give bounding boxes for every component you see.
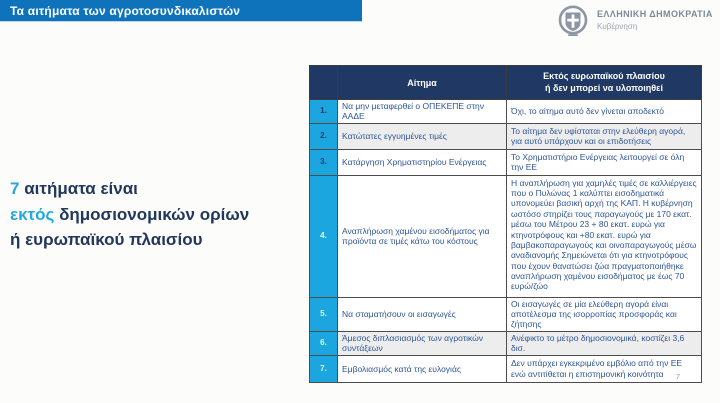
table-header-row xyxy=(310,66,702,100)
demand-cell: Αναπλήρωση χαμένου εισοδήματος για προϊόντα σε τιμές κάτω του κόστους xyxy=(338,175,507,297)
row-number: 5. xyxy=(310,297,338,331)
demand-cell: Κατώτατες εγγυημένες τιμές xyxy=(338,123,507,149)
demand-cell: Να μην μεταφερθεί ο ΟΠΕΚΕΠΕ στην ΑΑΔΕ xyxy=(338,100,507,124)
page-number: 7 xyxy=(675,372,681,381)
response-cell: Όχι, το αίτημα αυτό δεν γίνεται αποδεκτό xyxy=(507,100,702,124)
demand-cell: Άμεσος διπλασιασμός των αγροτικών συντάξεων xyxy=(338,331,507,355)
response-cell: Οι εισαγωγές σε μία ελεύθερη αγορά είναι αποτέλεσμα της ισορροπίας προσφοράς και ζήτησης xyxy=(507,297,702,331)
demand-cell: Να σταματήσουν οι εισαγωγές xyxy=(338,297,507,331)
response-cell: Το Χρηματιστήριο Ενέργειας λειτουργεί σε όλη την ΕΕ xyxy=(507,149,702,175)
table-header-request: Αίτημα xyxy=(338,66,507,100)
headline-accent-word: εκτός xyxy=(10,204,55,224)
headline-line-3: ή ευρωπαϊκού πλαισίου xyxy=(10,230,203,249)
table-row xyxy=(310,355,702,382)
table-header-response: Εκτός ευρωπαϊκού πλαισίου ή δεν μπορεί να υλοποιηθεί xyxy=(507,66,702,100)
table-row xyxy=(310,149,702,175)
headline-accent-count: 7 xyxy=(10,179,20,198)
table-row xyxy=(310,123,702,149)
headline-line-1: 7 αιτήματα είναι xyxy=(10,179,138,198)
row-number: 6. xyxy=(310,331,338,355)
table-row xyxy=(310,297,702,331)
response-cell: Ανέφικτο το μέτρο δημοσιονομικά, κοστίζει 3,6 δισ. xyxy=(507,331,702,355)
gov-subtitle: Κυβέρνηση xyxy=(597,22,638,31)
demand-cell: Εμβολιασμός κατά της ευλογιάς xyxy=(338,355,507,382)
response-cell: Η αναπλήρωση για χαμηλές τιμές σε καλλιέργειες που ο Πυλώνας 1 καλύπτει εισοδηματικά υπονομεύει βασική αρχή της ΚΑΠ. Η κυβέρνηση ωστόσο στηρίζει τους παραγωγούς με 170 εκατ. μέσω του Μέτρου 23 + 80 εκατ. ευρώ για κτηνοτρόφους και +80 εκατ. ευρώ για βαμβακοπαραγωγούς και οινοπαραγωγούς μέσω αναδιανομής Σημειώνεται ότι για κτηνοτρόφους που έχουν θανατώσει ζώα πραγματοποιήθηκε αναπλήρωση χαμένου εισοδήματος με έως 70 ευρώ/ζώο xyxy=(507,175,702,297)
headline-line-2: εκτός δημοσιονομικών ορίων xyxy=(10,204,250,224)
table-header-number xyxy=(310,66,338,100)
demand-cell: Κατάργηση Χρηματιστηρίου Ενέργειας xyxy=(338,149,507,175)
table-row xyxy=(310,100,702,124)
government-emblem-icon xyxy=(556,5,590,37)
row-number: 7. xyxy=(310,355,338,382)
table-row xyxy=(310,331,702,355)
row-number: 4. xyxy=(310,175,338,297)
gov-name: ΕΛΛΗΝΙΚΗ ΔΗΜΟΚΡΑΤΙΑ xyxy=(597,9,713,19)
row-number: 2. xyxy=(310,123,338,149)
row-number: 1. xyxy=(310,100,338,124)
response-cell: Δεν υπάρχει εγκεκριμένο εμβόλιο από την ΕΕ ενώ αντιτίθεται η επιστημονική κοινότητα xyxy=(507,355,702,382)
slide-title-bar xyxy=(0,0,362,22)
gov-logo xyxy=(556,5,713,37)
demands-table xyxy=(309,65,701,383)
response-cell: Το αίτημα δεν υφίσταται στην ελεύθερη αγορά, για αυτό υπάρχουν και οι επιδοτήσεις xyxy=(507,123,702,149)
headline xyxy=(10,176,302,253)
row-number: 3. xyxy=(310,149,338,175)
slide-title: Τα αιτήματα των αγροτοσυνδικαλιστών xyxy=(10,4,241,18)
table-row xyxy=(310,175,702,297)
